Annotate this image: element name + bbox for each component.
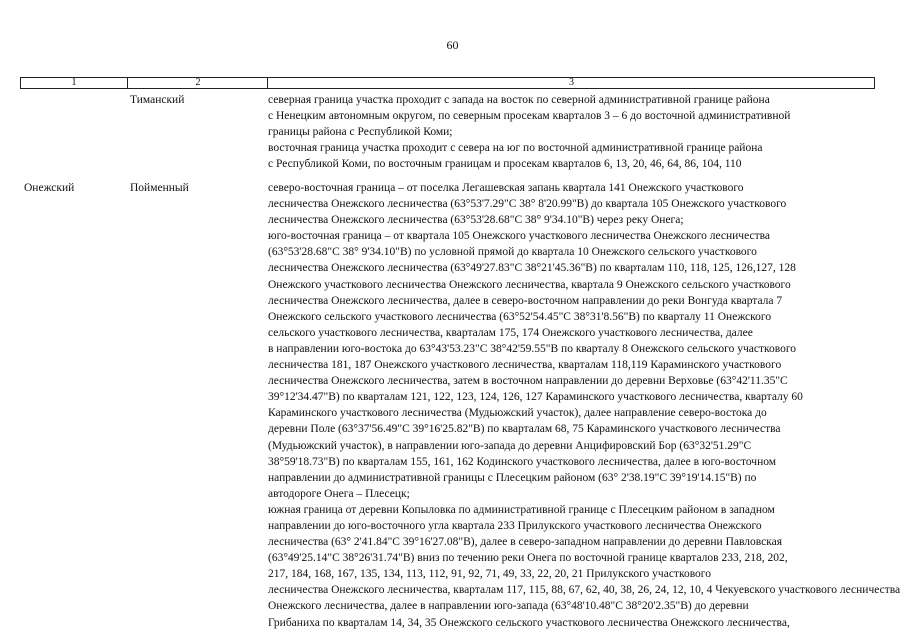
boundary-text-line: лесничества (63° 2'41.84"С 39°16'27.08"В), далее в северо-западном направлении до деревни Павловская — [268, 536, 783, 549]
boundary-text-line: (63°53'28.68"С 38° 9'34.10"В) по условной прямой до квартала 10 Онежского сельского участкового — [268, 246, 757, 259]
boundary-text-line: Онежского сельского участкового лесничества (63°52'54.45"С 38°31'8.56"В) по кварталу 11 Онежского — [268, 310, 772, 323]
boundary-text-line: северо-восточная граница – от поселка Легашевская запань квартала 141 Онежского участкового — [268, 182, 744, 194]
boundary-text-line: в направлении юго-востока до 63°43'53.23"С 38°42'59.55"В по кварталу 8 Онежского сельского участкового — [268, 342, 797, 355]
forestry-name: Онежский — [24, 182, 75, 194]
boundary-text-line: Грибаниха по кварталам 14, 34, 35 Онежского сельского участкового лесничества Онежского лесничества, — [268, 616, 790, 629]
boundary-text-line: с Республикой Коми, по восточным границам и просекам кварталов 6, 13, 20, 46, 64, 86, 104, 110 — [268, 158, 742, 171]
boundary-text-line: южная граница от деревни Копыловка по административной границе с Плесецким районом в западном — [268, 503, 775, 516]
page-number: 60 — [446, 38, 459, 52]
boundary-text-line: юго-восточная граница – от квартала 105 Онежского участкового лесничества Онежского лесничества — [268, 230, 770, 243]
boundary-text-line: лесничества Онежского лесничества (63°53'7.29"С 38° 8'20.99"В) до квартала 105 Онежского участкового — [268, 198, 787, 211]
boundary-text-line: направлении до юго-восточного угла квартала 233 Прилукского участкового лесничества Онежского — [268, 519, 762, 532]
area-name: Пойменный — [130, 182, 189, 194]
boundary-text-line: 38°59'18.73"В) по кварталам 155, 161, 162 Кодинского участкового лесничества, далее в юго-восточном — [268, 455, 777, 468]
column-number-1: 1 — [71, 77, 77, 88]
boundary-text-line: северная граница участка проходит с запада на восток по северной административной границе района — [268, 94, 770, 106]
boundary-text-line: Онежского участкового лесничества Онежского лесничества, квартала 9 Онежского сельского участкового — [268, 278, 791, 291]
column-number-3: 3 — [267, 78, 875, 88]
boundary-text-line: лесничества Онежского лесничества, затем в восточном направлении до деревни Верховье (63°42'11.35"С — [268, 375, 788, 388]
boundary-text-line: границы района с Республикой Коми; — [268, 126, 453, 139]
boundary-text-line: (63°49'25.14"С 38°26'31.74"В) вниз по течению реки Онега по восточной границе кварталов 233, 218, 202, — [268, 552, 788, 565]
boundary-text-line: Караминского участкового лесничества (Мудьюжский участок), далее направление северо-востока до — [268, 407, 767, 420]
boundary-text-line: сельского участкового лесничества, кварталам 175, 174 Онежского участкового лесничества, далее — [268, 326, 753, 339]
boundary-description — [268, 92, 790, 172]
area-name: Тиманский — [130, 94, 185, 106]
boundary-text-line: лесничества Онежского лесничества, кварталам 117, 115, 88, 67, 62, 40, 38, 26, 24, 12, 10, 4 Чекуевского участкового лесничества — [268, 584, 901, 597]
boundary-text-line: 217, 184, 168, 167, 135, 134, 113, 112, 91, 92, 71, 49, 33, 22, 20, 21 Прилукского участкового — [268, 568, 711, 581]
boundary-text-line: направлении до административной границы с Плесецким районом (63° 2'38.19"С 39°19'14.15"В) по — [268, 471, 757, 484]
boundary-text-line: деревни Поле (63°37'56.49"С 39°16'25.82"В) по кварталам 68, 75 Караминского участкового лесничества — [268, 423, 781, 436]
boundary-text-line: с Ненецким автономным округом, по северным просекам кварталов 3 – 6 до восточной административной — [268, 110, 791, 123]
boundary-text-line: лесничества Онежского лесничества, далее в северо-восточном направлении до реки Вонгуда квартала 7 — [268, 294, 783, 307]
boundary-text-line: автодороге Онега – Плесецк; — [268, 487, 410, 500]
boundary-text-line: (Мудьюжский участок), в направлении юго-запада до деревни Анцифировский Бор (63°32'51.29"С — [268, 439, 752, 452]
boundary-text-line: лесничества 181, 187 Онежского участкового лесничества, кварталам 118,119 Караминского участкового — [268, 359, 782, 372]
boundary-text-line: восточная граница участка проходит с севера на юг по восточной административной границе района — [268, 142, 763, 155]
boundary-text-line: лесничества Онежского лесничества (63°49'27.83"С 38°21'45.36"В) по кварталам 110, 118, 125, 126,127, 128 — [268, 262, 796, 275]
table-header-row — [20, 77, 875, 89]
boundary-text-line: 39°12'34.47"В) по кварталам 121, 122, 123, 124, 126, 127 Караминского участкового лесничества, кварталу 60 — [268, 391, 803, 404]
boundary-text-line: лесничества Онежского лесничества (63°53'28.68"С 38° 9'34.10"В) через реку Онега; — [268, 214, 684, 227]
boundary-text-line: Онежского лесничества, далее в направлении юго-запада (63°48'10.48"С 38°20'2.35"В) до деревни — [268, 600, 749, 613]
column-number-2: 2 — [127, 78, 268, 88]
boundary-description — [268, 180, 900, 631]
